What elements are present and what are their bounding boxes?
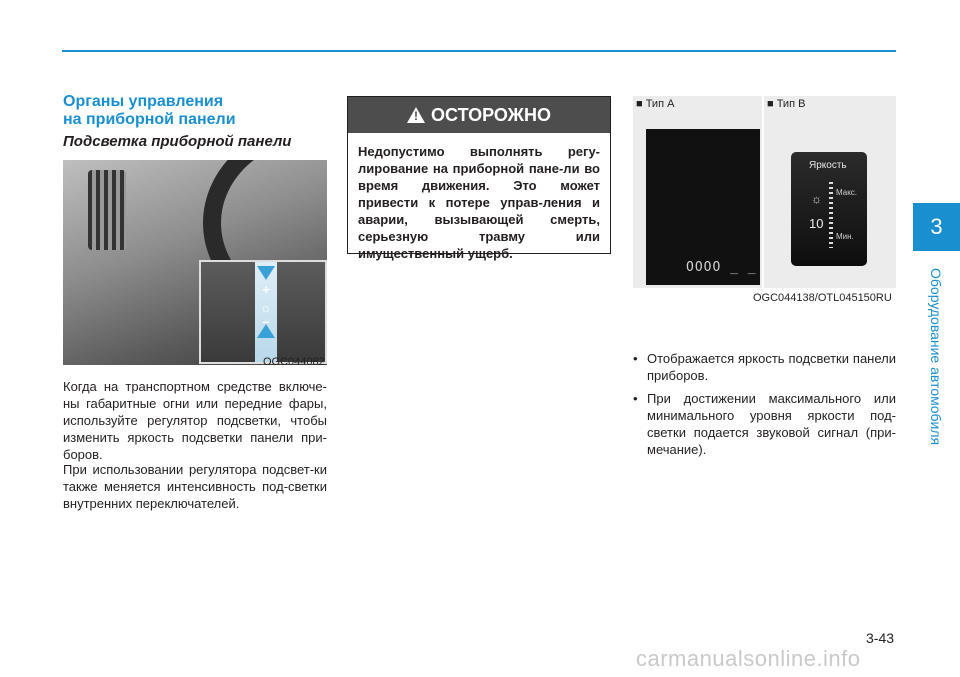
dimmer-switch-inset (199, 260, 327, 364)
display-b-value: 10 (809, 216, 824, 231)
section-title-line1: Органы управления (63, 93, 224, 110)
warning-title: ОСТОРОЖНО (431, 104, 551, 125)
bullet-item: • Отображается яркость подсветки панели приборов. (633, 350, 896, 384)
page-number: 3-43 (866, 630, 895, 646)
figure-divider (762, 96, 764, 288)
body-paragraph-2: При использовании регулятора подсвет-ки также меняется интенсивность под-светки внутренних переключателей. (63, 462, 327, 511)
arrow-down-icon (257, 266, 275, 280)
bullet-item: • При достижении максимального или минимального уровня яркости под-светки подается звуковой сигнал (при-мечание). (633, 390, 896, 458)
section-subtitle: Подсветка приборной панели (63, 133, 292, 150)
chapter-tab: 3 (913, 203, 960, 251)
section-title-line2: на приборной панели (63, 111, 236, 128)
type-a-label: ■ Тип A (636, 98, 675, 110)
display-b-max: Макс. (836, 188, 858, 197)
brightness-level-bar (829, 182, 833, 248)
body-paragraph-1: Когда на транспортном средстве включе-ны габаритные огни или передние фары, используйте регулятор подсветки, чтобы изменить яркость подсветки панели при-боров. (63, 379, 327, 462)
minus-icon: – (262, 314, 270, 329)
warning-box (347, 96, 611, 261)
warning-triangle-icon (407, 107, 425, 123)
plus-icon: + (262, 282, 270, 297)
dashboard-photo (63, 160, 327, 365)
type-b-label: ■ Тип B (767, 98, 806, 110)
brightness-icon: ☼ (811, 192, 822, 206)
display-figure (633, 96, 896, 288)
display-type-a (646, 129, 760, 285)
section-title (63, 93, 236, 129)
display-a-text: OOOO _ _ (686, 260, 757, 275)
warning-header (348, 97, 610, 133)
figure-left-caption: OGC044082 (263, 356, 325, 368)
arrow-up-icon (257, 324, 275, 338)
chapter-title: Оборудование автомобиля (928, 268, 944, 446)
display-type-b (791, 152, 867, 266)
air-vent (88, 170, 126, 250)
warning-text: Недопустимо выполнять регу-лирование на приборной пане-ли во время движения. Это может привести к потере управ-ления и аварии, вызывающей смерть, серьезную травму или имущественный ущерб. (358, 144, 600, 261)
display-b-min: Мин. (836, 232, 854, 241)
top-rule (62, 50, 896, 52)
watermark: carmanualsonline.info (636, 646, 861, 671)
display-b-title: Яркость (809, 160, 847, 171)
figure-right-caption: OGC044138/OTL045150RU (753, 292, 892, 304)
brightness-icon: ☼ (260, 300, 272, 315)
bullet-list (633, 350, 896, 464)
